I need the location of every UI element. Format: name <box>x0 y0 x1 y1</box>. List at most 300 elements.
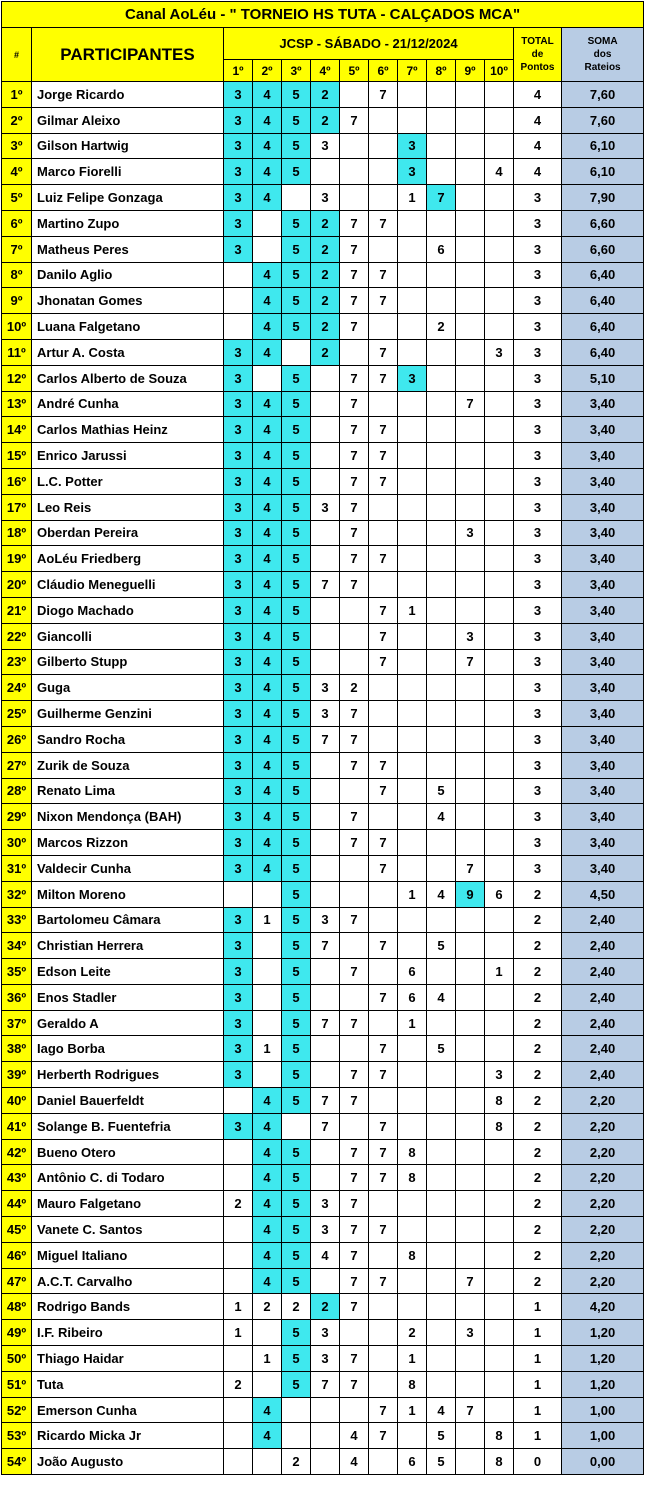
pick-cell <box>456 572 485 598</box>
pick-cell: 5 <box>282 107 311 133</box>
pick-cell <box>311 984 340 1010</box>
table-row <box>2 1165 644 1191</box>
participant-name: Enrico Jarussi <box>32 443 224 469</box>
pick-cell <box>369 1449 398 1475</box>
table-row <box>2 907 644 933</box>
pick-cell: 4 <box>253 1139 282 1165</box>
column-header-1: 1º <box>224 60 253 82</box>
pick-cell <box>340 133 369 159</box>
pick-cell <box>369 520 398 546</box>
pick-cell: 7 <box>340 1294 369 1320</box>
pick-cell: 5 <box>282 288 311 314</box>
soma-rateios-cell: 3,40 <box>562 804 644 830</box>
soma-rateios-cell: 0,00 <box>562 1449 644 1475</box>
participant-name: Christian Herrera <box>32 933 224 959</box>
pick-cell: 3 <box>311 133 340 159</box>
pick-cell: 3 <box>456 520 485 546</box>
pick-cell <box>427 1165 456 1191</box>
participant-name: Bueno Otero <box>32 1139 224 1165</box>
table-row <box>2 288 644 314</box>
position-header: # <box>2 28 32 82</box>
pick-cell <box>456 262 485 288</box>
pick-cell: 4 <box>253 623 282 649</box>
pick-cell: 2 <box>311 1294 340 1320</box>
pick-cell <box>398 1423 427 1449</box>
participant-name: Milton Moreno <box>32 881 224 907</box>
pick-cell: 7 <box>369 82 398 108</box>
pick-cell <box>369 1191 398 1217</box>
pick-cell: 4 <box>253 1088 282 1114</box>
pick-cell: 8 <box>398 1165 427 1191</box>
total-header-line: TOTAL <box>521 36 554 47</box>
participant-name: André Cunha <box>32 391 224 417</box>
pick-cell: 5 <box>282 82 311 108</box>
pick-cell: 4 <box>253 288 282 314</box>
pick-cell: 7 <box>340 1165 369 1191</box>
pick-cell: 3 <box>224 933 253 959</box>
pick-cell <box>485 726 514 752</box>
pick-cell <box>398 649 427 675</box>
pick-cell <box>485 830 514 856</box>
total-points-cell: 3 <box>514 236 562 262</box>
pick-cell: 7 <box>369 1423 398 1449</box>
pick-cell: 4 <box>253 1397 282 1423</box>
pick-cell <box>311 365 340 391</box>
pick-cell: 3 <box>224 417 253 443</box>
participant-name: Antônio C. di Todaro <box>32 1165 224 1191</box>
pick-cell: 7 <box>340 210 369 236</box>
pick-cell: 3 <box>224 778 253 804</box>
soma-rateios-cell: 1,00 <box>562 1423 644 1449</box>
pick-cell: 4 <box>253 443 282 469</box>
total-points-cell: 1 <box>514 1294 562 1320</box>
pick-cell <box>427 1062 456 1088</box>
participant-name: Carlos Alberto de Souza <box>32 365 224 391</box>
total-points-cell: 3 <box>514 339 562 365</box>
pick-cell <box>398 262 427 288</box>
pick-cell <box>369 494 398 520</box>
total-points-cell: 3 <box>514 804 562 830</box>
pick-cell: 2 <box>282 1449 311 1475</box>
pick-cell: 7 <box>369 830 398 856</box>
pick-cell: 5 <box>282 597 311 623</box>
pick-cell <box>456 778 485 804</box>
pick-cell: 7 <box>456 391 485 417</box>
pick-cell: 7 <box>369 546 398 572</box>
table-row <box>2 520 644 546</box>
table-row <box>2 314 644 340</box>
table-row <box>2 107 644 133</box>
total-points-cell: 3 <box>514 623 562 649</box>
pick-cell <box>485 1165 514 1191</box>
pick-cell: 3 <box>224 443 253 469</box>
pick-cell <box>456 288 485 314</box>
pick-cell <box>456 1036 485 1062</box>
rank-cell: 26º <box>2 726 32 752</box>
pick-cell <box>427 391 456 417</box>
pick-cell: 7 <box>369 262 398 288</box>
participant-name: Marco Fiorelli <box>32 159 224 185</box>
soma-rateios-cell: 1,20 <box>562 1320 644 1346</box>
pick-cell <box>253 881 282 907</box>
pick-cell: 4 <box>253 675 282 701</box>
pick-cell: 7 <box>369 1062 398 1088</box>
pick-cell <box>340 855 369 881</box>
pick-cell <box>398 572 427 598</box>
pick-cell: 4 <box>340 1449 369 1475</box>
pick-cell <box>456 804 485 830</box>
pick-cell: 3 <box>224 365 253 391</box>
pick-cell: 7 <box>369 1036 398 1062</box>
pick-cell: 4 <box>253 339 282 365</box>
pick-cell: 5 <box>282 468 311 494</box>
participant-name: Herberth Rodrigues <box>32 1062 224 1088</box>
pick-cell <box>427 675 456 701</box>
rank-cell: 14º <box>2 417 32 443</box>
soma-rateios-cell: 3,40 <box>562 701 644 727</box>
pick-cell: 8 <box>398 1371 427 1397</box>
table-row <box>2 1397 644 1423</box>
pick-cell: 7 <box>340 1010 369 1036</box>
table-row <box>2 236 644 262</box>
pick-cell: 8 <box>485 1113 514 1139</box>
pick-cell <box>253 1371 282 1397</box>
pick-cell <box>427 1191 456 1217</box>
soma-rateios-cell: 2,20 <box>562 1113 644 1139</box>
participant-name: Rodrigo Bands <box>32 1294 224 1320</box>
pick-cell <box>427 907 456 933</box>
pick-cell: 4 <box>253 133 282 159</box>
total-points-cell: 3 <box>514 572 562 598</box>
pick-cell: 7 <box>369 984 398 1010</box>
pick-cell: 3 <box>398 365 427 391</box>
rank-cell: 43º <box>2 1165 32 1191</box>
soma-rateios-cell: 3,40 <box>562 417 644 443</box>
pick-cell: 5 <box>282 494 311 520</box>
total-points-cell: 3 <box>514 262 562 288</box>
pick-cell <box>485 1010 514 1036</box>
soma-rateios-cell: 3,40 <box>562 443 644 469</box>
soma-rateios-cell: 2,40 <box>562 1036 644 1062</box>
pick-cell: 7 <box>340 572 369 598</box>
pick-cell: 5 <box>282 726 311 752</box>
pick-cell: 7 <box>369 1217 398 1243</box>
pick-cell: 3 <box>311 701 340 727</box>
pick-cell: 3 <box>224 804 253 830</box>
pick-cell: 2 <box>311 107 340 133</box>
soma-rateios-cell: 6,40 <box>562 262 644 288</box>
soma-rateios-cell: 2,40 <box>562 907 644 933</box>
pick-cell <box>369 881 398 907</box>
pick-cell <box>485 1268 514 1294</box>
pick-cell: 1 <box>398 1346 427 1372</box>
pick-cell <box>398 1191 427 1217</box>
pick-cell: 6 <box>427 236 456 262</box>
pick-cell: 4 <box>253 597 282 623</box>
pick-cell: 5 <box>282 520 311 546</box>
pick-cell: 4 <box>253 855 282 881</box>
pick-cell <box>427 365 456 391</box>
pick-cell <box>369 1320 398 1346</box>
pick-cell: 4 <box>253 262 282 288</box>
event-header: JCSP - SÁBADO - 21/12/2024 <box>224 28 514 60</box>
rank-cell: 16º <box>2 468 32 494</box>
pick-cell: 4 <box>253 830 282 856</box>
total-points-cell: 3 <box>514 778 562 804</box>
pick-cell <box>485 804 514 830</box>
pick-cell <box>485 597 514 623</box>
soma-rateios-cell: 2,20 <box>562 1242 644 1268</box>
pick-cell: 4 <box>253 1191 282 1217</box>
table-row <box>2 417 644 443</box>
table-row <box>2 649 644 675</box>
pick-cell: 5 <box>282 1217 311 1243</box>
pick-cell <box>311 804 340 830</box>
soma-rateios-cell: 3,40 <box>562 752 644 778</box>
pick-cell: 7 <box>369 1113 398 1139</box>
pick-cell: 7 <box>340 262 369 288</box>
total-points-cell: 3 <box>514 675 562 701</box>
pick-cell <box>427 1242 456 1268</box>
pick-cell <box>485 468 514 494</box>
soma-rateios-cell: 4,50 <box>562 881 644 907</box>
pick-cell: 5 <box>282 804 311 830</box>
table-row <box>2 1320 644 1346</box>
pick-cell: 3 <box>224 830 253 856</box>
pick-cell: 5 <box>427 778 456 804</box>
soma-rateios-cell: 2,40 <box>562 959 644 985</box>
pick-cell: 4 <box>253 649 282 675</box>
total-points-cell: 2 <box>514 1113 562 1139</box>
pick-cell: 5 <box>282 365 311 391</box>
participant-name: Valdecir Cunha <box>32 855 224 881</box>
pick-cell: 3 <box>224 494 253 520</box>
pick-cell: 2 <box>224 1191 253 1217</box>
pick-cell: 7 <box>369 778 398 804</box>
pick-cell <box>427 443 456 469</box>
total-points-cell: 0 <box>514 1449 562 1475</box>
pick-cell <box>456 236 485 262</box>
pick-cell <box>224 881 253 907</box>
participant-name: AoLéu Friedberg <box>32 546 224 572</box>
pick-cell: 3 <box>398 159 427 185</box>
column-header-7: 7º <box>398 60 427 82</box>
rank-cell: 27º <box>2 752 32 778</box>
total-points-cell: 4 <box>514 82 562 108</box>
pick-cell <box>224 1423 253 1449</box>
pick-cell <box>485 675 514 701</box>
pick-cell <box>456 1242 485 1268</box>
participant-name: Cláudio Meneguelli <box>32 572 224 598</box>
table-row <box>2 1371 644 1397</box>
pick-cell: 5 <box>282 959 311 985</box>
table-row <box>2 185 644 211</box>
soma-rateios-cell: 2,40 <box>562 933 644 959</box>
pick-cell <box>282 185 311 211</box>
pick-cell: 5 <box>282 1191 311 1217</box>
pick-cell: 7 <box>369 623 398 649</box>
pick-cell <box>311 1139 340 1165</box>
rank-cell: 2º <box>2 107 32 133</box>
table-row <box>2 804 644 830</box>
pick-cell <box>427 726 456 752</box>
rank-cell: 53º <box>2 1423 32 1449</box>
pick-cell: 4 <box>253 1217 282 1243</box>
soma-rateios-cell: 2,20 <box>562 1268 644 1294</box>
pick-cell <box>369 907 398 933</box>
table-row <box>2 159 644 185</box>
participant-name: Thiago Haidar <box>32 1346 224 1372</box>
pick-cell <box>311 417 340 443</box>
pick-cell: 8 <box>485 1423 514 1449</box>
rank-cell: 4º <box>2 159 32 185</box>
pick-cell: 1 <box>253 1036 282 1062</box>
soma-header-line: Rateios <box>584 62 621 73</box>
pick-cell: 7 <box>340 1346 369 1372</box>
pick-cell: 7 <box>311 1371 340 1397</box>
pick-cell: 7 <box>369 1139 398 1165</box>
pick-cell <box>282 1423 311 1449</box>
pick-cell: 1 <box>398 597 427 623</box>
rank-cell: 1º <box>2 82 32 108</box>
pick-cell <box>427 520 456 546</box>
total-points-cell: 2 <box>514 933 562 959</box>
table-row <box>2 1088 644 1114</box>
participant-name: Giancolli <box>32 623 224 649</box>
pick-cell <box>485 623 514 649</box>
pick-cell: 3 <box>311 907 340 933</box>
participant-name: Zurik de Souza <box>32 752 224 778</box>
pick-cell <box>485 236 514 262</box>
pick-cell <box>485 1191 514 1217</box>
participant-name: Guilherme Genzini <box>32 701 224 727</box>
pick-cell: 7 <box>456 1268 485 1294</box>
rank-cell: 32º <box>2 881 32 907</box>
rank-cell: 38º <box>2 1036 32 1062</box>
pick-cell: 5 <box>282 778 311 804</box>
pick-cell: 5 <box>282 417 311 443</box>
pick-cell <box>311 1268 340 1294</box>
soma-rateios-cell: 2,20 <box>562 1088 644 1114</box>
pick-cell <box>311 649 340 675</box>
pick-cell: 3 <box>398 133 427 159</box>
pick-cell: 4 <box>311 1242 340 1268</box>
pick-cell: 2 <box>311 82 340 108</box>
soma-rateios-cell: 3,40 <box>562 520 644 546</box>
soma-rateios-cell: 3,40 <box>562 623 644 649</box>
soma-rateios-cell: 6,40 <box>562 314 644 340</box>
participant-name: Luana Falgetano <box>32 314 224 340</box>
pick-cell <box>369 391 398 417</box>
pick-cell: 7 <box>369 417 398 443</box>
pick-cell: 5 <box>282 1371 311 1397</box>
rank-cell: 23º <box>2 649 32 675</box>
rank-cell: 10º <box>2 314 32 340</box>
pick-cell: 2 <box>340 675 369 701</box>
pick-cell: 5 <box>427 1036 456 1062</box>
soma-rateios-cell: 7,60 <box>562 82 644 108</box>
pick-cell: 5 <box>282 701 311 727</box>
pick-cell <box>224 1139 253 1165</box>
participant-name: Miguel Italiano <box>32 1242 224 1268</box>
pick-cell: 7 <box>369 339 398 365</box>
pick-cell: 6 <box>398 959 427 985</box>
pick-cell <box>311 1423 340 1449</box>
pick-cell <box>311 391 340 417</box>
pick-cell <box>253 1320 282 1346</box>
pick-cell <box>398 288 427 314</box>
pick-cell <box>340 597 369 623</box>
pick-cell: 7 <box>369 752 398 778</box>
pick-cell <box>311 752 340 778</box>
pick-cell <box>224 1217 253 1243</box>
rank-cell: 40º <box>2 1088 32 1114</box>
pick-cell <box>340 933 369 959</box>
column-header-4: 4º <box>311 60 340 82</box>
pick-cell <box>456 82 485 108</box>
pick-cell: 4 <box>253 494 282 520</box>
total-points-cell: 3 <box>514 185 562 211</box>
pick-cell <box>456 907 485 933</box>
rank-cell: 31º <box>2 855 32 881</box>
pick-cell <box>369 959 398 985</box>
rank-cell: 8º <box>2 262 32 288</box>
rank-cell: 25º <box>2 701 32 727</box>
pick-cell: 7 <box>340 726 369 752</box>
pick-cell: 4 <box>253 752 282 778</box>
total-points-cell: 4 <box>514 107 562 133</box>
soma-rateios-cell: 3,40 <box>562 494 644 520</box>
pick-cell <box>340 984 369 1010</box>
pick-cell <box>369 675 398 701</box>
pick-cell: 4 <box>253 546 282 572</box>
column-header-2: 2º <box>253 60 282 82</box>
pick-cell: 4 <box>253 185 282 211</box>
pick-cell: 5 <box>282 1139 311 1165</box>
pick-cell: 3 <box>224 236 253 262</box>
participant-name: Jorge Ricardo <box>32 82 224 108</box>
table-row <box>2 1268 644 1294</box>
pick-cell: 3 <box>311 1346 340 1372</box>
pick-cell <box>427 1346 456 1372</box>
pick-cell: 8 <box>398 1139 427 1165</box>
participant-name: Marcos Rizzon <box>32 830 224 856</box>
total-points-cell: 3 <box>514 701 562 727</box>
soma-rateios-cell: 1,20 <box>562 1371 644 1397</box>
pick-cell: 7 <box>369 1165 398 1191</box>
column-header-8: 8º <box>427 60 456 82</box>
pick-cell: 7 <box>369 1397 398 1423</box>
pick-cell <box>485 855 514 881</box>
total-points-cell: 3 <box>514 597 562 623</box>
total-points-cell: 1 <box>514 1346 562 1372</box>
participant-name: Leo Reis <box>32 494 224 520</box>
pick-cell: 3 <box>311 1320 340 1346</box>
pick-cell: 7 <box>311 1010 340 1036</box>
pick-cell: 7 <box>340 959 369 985</box>
participant-name: Sandro Rocha <box>32 726 224 752</box>
pick-cell <box>485 262 514 288</box>
pick-cell: 7 <box>340 314 369 340</box>
total-points-cell: 4 <box>514 133 562 159</box>
pick-cell: 7 <box>340 494 369 520</box>
pick-cell <box>369 1294 398 1320</box>
pick-cell <box>485 546 514 572</box>
pick-cell <box>398 468 427 494</box>
table-row <box>2 1062 644 1088</box>
soma-rateios-cell: 6,10 <box>562 133 644 159</box>
pick-cell <box>456 468 485 494</box>
